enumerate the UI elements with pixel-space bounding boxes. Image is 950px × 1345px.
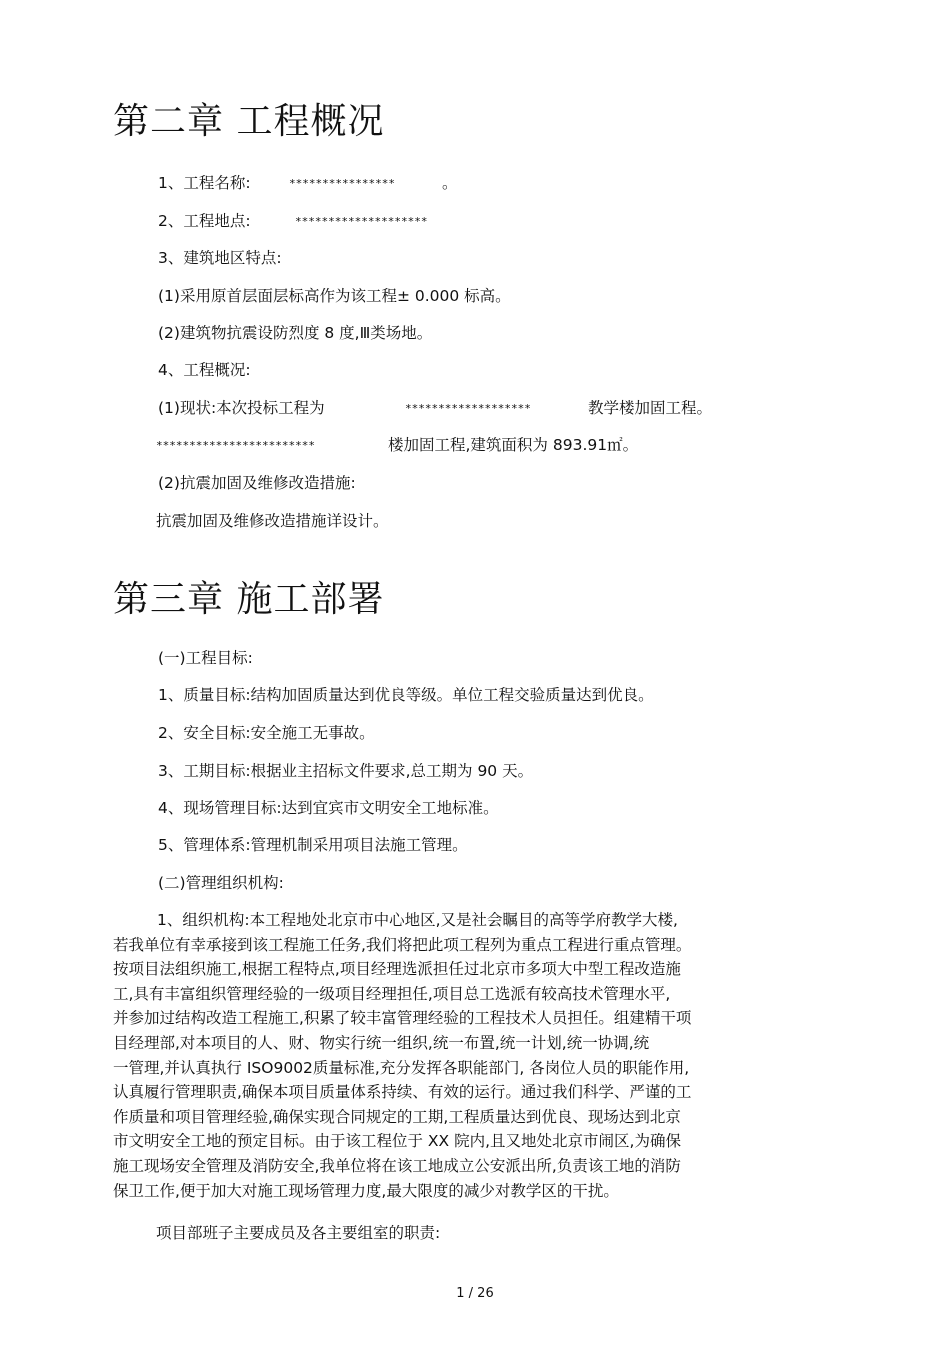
- project-location-value: ********************: [295, 215, 428, 228]
- paragraph-line: 并参加过结构改造工程施工,积累了较丰富管理经验的工程技术人员担任。组建精干项: [113, 1009, 692, 1028]
- item-4-1-d: 楼加固工程,建筑面积为 893.91㎡。: [388, 436, 639, 454]
- organization-paragraph: [113, 908, 825, 1203]
- goal-quality: 1、质量目标:结构加固质量达到优良等级。单位工程交验质量达到优良。: [158, 686, 654, 704]
- item-4-heading: 4、工程概况:: [158, 361, 251, 379]
- item-4-1-a: (1)现状:本次投标工程为: [158, 399, 325, 417]
- chapter-2-title: 第二章 工程概况: [113, 101, 385, 142]
- paragraph-line: 作质量和项目管理经验,确保实现合同规定的工期,工程质量达到优良、现场达到北京: [113, 1107, 681, 1126]
- item-4-1-stars: *******************: [405, 402, 531, 415]
- paragraph-line: 施工现场安全管理及消防安全,我单位将在该工地成立公安派出所,负责该工地的消防: [113, 1156, 681, 1175]
- section-1-heading: (一)工程目标:: [158, 649, 253, 667]
- section-2-heading: (二)管理组织机构:: [158, 874, 284, 892]
- item-3-1: (1)采用原首层面层标高作为该工程± 0.000 标高。: [158, 287, 511, 305]
- item-4-1-c-stars: ************************: [156, 439, 315, 452]
- paragraph-line: 认真履行管理职责,确保本项目质量体系持续、有效的运行。通过我们科学、严谨的工: [113, 1083, 692, 1102]
- goal-schedule: 3、工期目标:根据业主招标文件要求,总工期为 90 天。: [158, 762, 534, 780]
- project-name-end: 。: [442, 174, 458, 192]
- goal-safety: 2、安全目标:安全施工无事故。: [158, 724, 375, 742]
- project-location-label: 2、工程地点:: [158, 212, 251, 230]
- item-4-2-text: 抗震加固及维修改造措施详设计。: [156, 512, 389, 530]
- paragraph-line: 保卫工作,便于加大对施工现场管理力度,最大限度的减少对教学区的干扰。: [113, 1181, 619, 1200]
- item-3-2: (2)建筑物抗震设防烈度 8 度,Ⅲ类场地。: [158, 324, 433, 342]
- paragraph-line: 目经理部,对本项目的人、财、物实行统一组织,统一布置,统一计划,统一协调,统: [113, 1033, 650, 1052]
- paragraph-line: 工,具有丰富组织管理经验的一级项目经理担任,项目总工选派有较高技术管理水平,: [113, 984, 671, 1003]
- responsibilities-heading: 项目部班子主要成员及各主要组室的职责:: [156, 1224, 441, 1242]
- item-3-heading: 3、建筑地区特点:: [158, 249, 282, 267]
- paragraph-line: 若我单位有幸承接到该工程施工任务,我们将把此项工程列为重点工程进行重点管理。: [113, 935, 692, 954]
- paragraph-line: 一管理,并认真执行 ISO9002质量标准,充分发挥各职能部门, 各岗位人员的职能作用,: [113, 1058, 690, 1077]
- page-number: 1 / 26: [456, 1286, 494, 1301]
- paragraph-line: 市文明安全工地的预定目标。由于该工程位于 XX 院内,且又地处北京市闹区,为确保: [113, 1132, 681, 1151]
- paragraph-line: 按项目法组织施工,根据工程特点,项目经理选派担任过北京市多项大中型工程改造施: [113, 960, 681, 979]
- paragraph-line: 1、组织机构:本工程地处北京市中心地区,又是社会瞩目的高等学府教学大楼,: [157, 911, 678, 929]
- goal-site-management: 4、现场管理目标:达到宜宾市文明安全工地标准。: [158, 799, 499, 817]
- project-name-label: 1、工程名称:: [158, 174, 251, 192]
- project-name-value: ****************: [289, 177, 395, 190]
- chapter-3-title: 第三章 施工部署: [113, 579, 385, 620]
- goal-management-system: 5、管理体系:管理机制采用项目法施工管理。: [158, 836, 468, 854]
- item-4-2: (2)抗震加固及维修改造措施:: [158, 474, 356, 492]
- item-4-1-b: 教学楼加固工程。: [588, 399, 713, 417]
